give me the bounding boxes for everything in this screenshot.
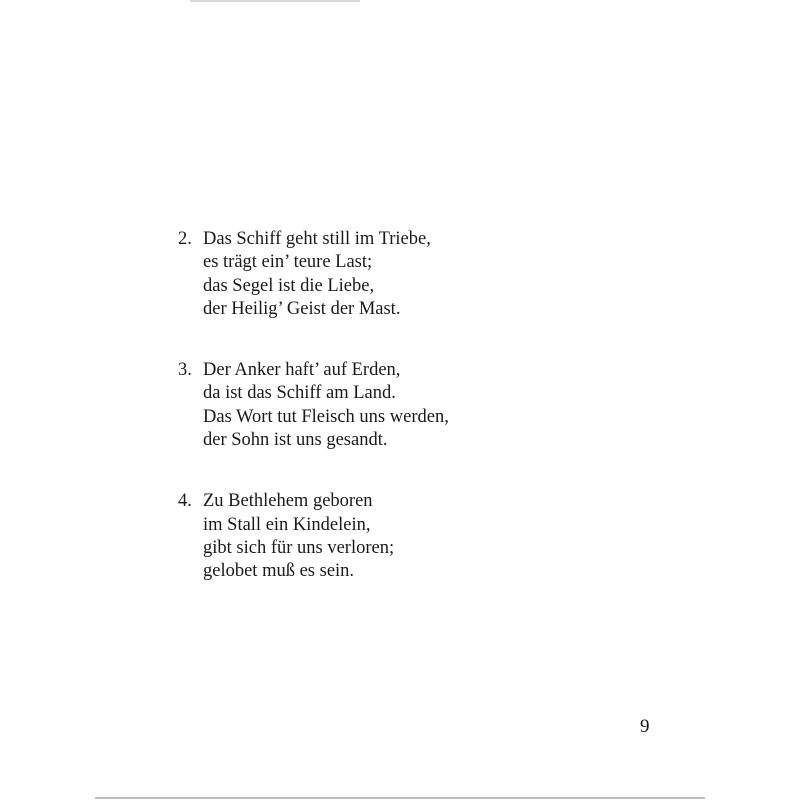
verse-line: Der Anker haft’ auf Erden, [203,360,401,381]
verse-line: das Segel ist die Liebe, [203,275,375,296]
verse-line: gelobet muß es sein. [203,561,355,582]
verse-number: 3. [178,360,192,381]
verse-line: Zu Bethlehem geboren [203,491,373,512]
bottom-edge-rule [95,797,705,799]
verse-number: 2. [178,229,192,249]
verse-line: da ist das Schiff am Land. [203,383,396,404]
verse-line: der Sohn ist uns gesandt. [203,430,388,451]
verse-number: 4. [178,491,192,512]
verse-line: im Stall ein Kindelein, [203,514,371,535]
verse-3 [178,359,598,452]
page-number: 9 [640,716,650,737]
verse-lines [203,228,598,321]
top-edge-rule [190,0,360,2]
verse-line: es trägt ein’ teure Last; [203,252,373,273]
verse-2 [178,228,598,321]
verses-block [178,228,598,584]
verse-line: der Heilig’ Geist der Mast. [203,298,401,319]
verse-line: Das Schiff geht still im Triebe, [203,229,431,249]
verse-lines [203,490,598,583]
verse-4 [178,490,598,583]
verse-line: Das Wort tut Fleisch uns werden, [203,406,449,427]
verse-line: gibt sich für uns verloren; [203,537,395,558]
verse-lines [203,359,598,452]
